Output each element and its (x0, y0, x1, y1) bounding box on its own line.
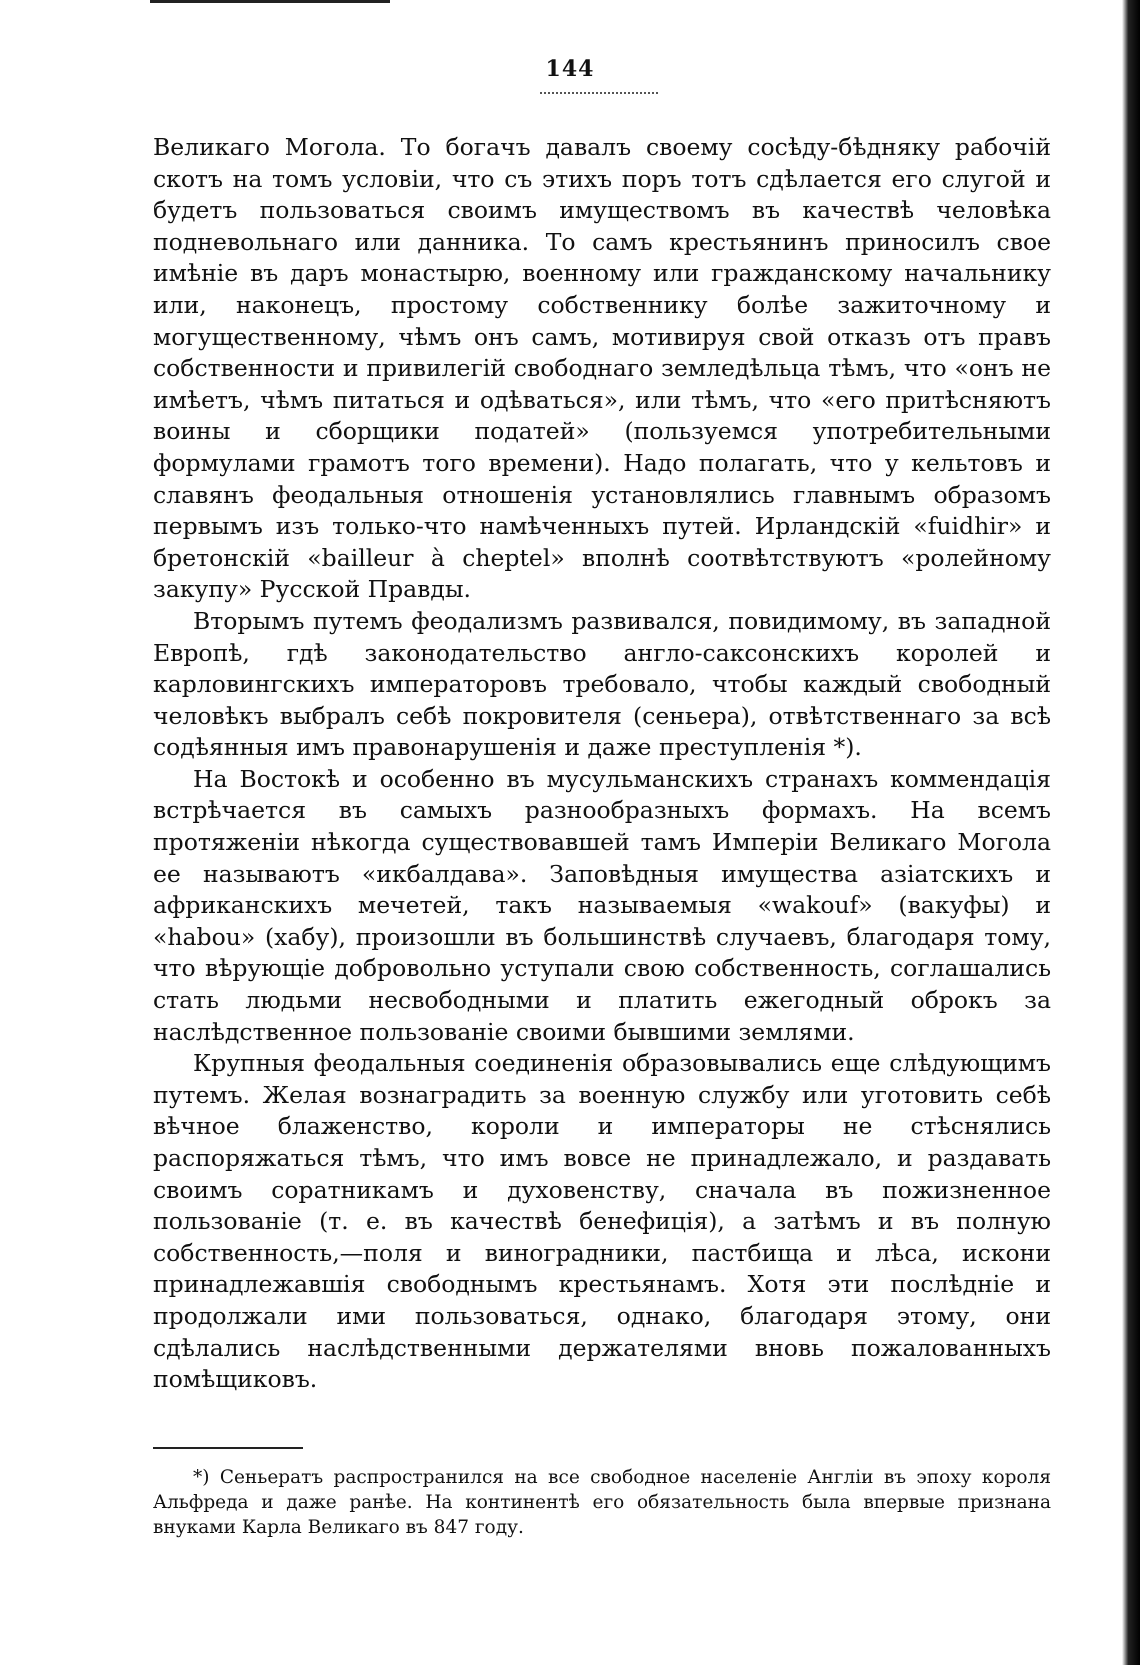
page-number-divider (540, 92, 658, 94)
footnote (153, 1465, 1051, 1540)
main-text (153, 132, 1051, 1396)
footnote-divider (153, 1447, 303, 1449)
paragraph: На Востокѣ и особенно въ мусульманскихъ странахъ коммендація встрѣчается въ самыхъ разнообразныхъ формахъ. На всемъ протяженіи нѣкогда существовавшей тамъ Имперіи Великаго Могола ее называютъ «икбалдава». Заповѣдныя имущества азіатскихъ и африканскихъ мечетей, такъ называемыя «wakouf» (вакуфы) и «habou» (хабу), произошли въ большинствѣ случаевъ, благодаря тому, что вѣрующіе добровольно уступали свою собственность, соглашались стать людьми несвободными и платить ежегодный оброкъ за наслѣдственное пользованіе своими бывшими землями. (153, 764, 1051, 1046)
page-number: 144 (545, 56, 595, 82)
paragraph: Великаго Могола. То богачъ давалъ своему сосѣду-бѣдняку рабочій скотъ на томъ условіи, что съ этихъ поръ тотъ сдѣлается его слугой и будетъ пользоваться своимъ имуществомъ въ качествѣ человѣка подневольнаго или данника. То самъ крестьянинъ приносилъ свое имѣніе въ даръ монастырю, военному или гражданскому начальнику или, наконецъ, простому собственнику болѣе зажиточному и могущественному, чѣмъ онъ самъ, мотивируя свой отказъ отъ правъ собственности и привилегій свободнаго земледѣльца тѣмъ, что «онъ не имѣетъ, чѣмъ питаться и одѣваться», или тѣмъ, что «его притѣсняютъ воины и сборщики податей» (пользуемся употребительными формулами грамотъ того времени). Надо полагать, что у кельтовъ и славянъ феодальныя отношенія установлялись главнымъ образомъ первымъ изъ только-что намѣченныхъ путей. Ирландскій «fuidhir» и бретонскій «bailleur à cheptel» вполнѣ соотвѣтствуютъ «ролейному закупу» Русской Правды. (153, 133, 1051, 604)
paragraph: Вторымъ путемъ феодализмъ развивался, повидимому, въ западной Европѣ, гдѣ законодательство англо-саксонскихъ королей и карловингскихъ императоровъ требовало, чтобы каждый свободный человѣкъ выбралъ себѣ покровителя (сеньера), отвѣтственнаго за всѣ содѣянныя имъ правонарушенія и даже преступленія *). (153, 606, 1051, 762)
paragraph: Крупныя феодальныя соединенія образовывались еще слѣдующимъ путемъ. Желая вознаградить за военную службу или уготовить себѣ вѣчное блаженство, короли и императоры не стѣснялись распоряжаться тѣмъ, что имъ вовсе не принадлежало, и раздавать своимъ соратникамъ и духовенству, сначала въ пожизненное пользованіе (т. е. въ качествѣ бенефиція), а затѣмъ и въ полную собственность,—поля и виноградники, пастбища и лѣса, искони принадлежавшія свободнымъ крестьянамъ. Хотя эти послѣдніе и продолжали ими пользоваться, однако, благодаря этому, они сдѣлались наслѣдственными держателями вновь пожалованныхъ помѣщиковъ. (153, 1049, 1051, 1394)
footnote-text: *) Сеньератъ распространился на все свободное населеніе Англіи въ эпоху короля Альфреда и даже ранѣе. На континентѣ его обязательность была впервые признана внуками Карла Великаго въ 847 году. (153, 1467, 1051, 1538)
top-rule (150, 0, 390, 3)
page-edge-shadow (1122, 0, 1140, 1665)
